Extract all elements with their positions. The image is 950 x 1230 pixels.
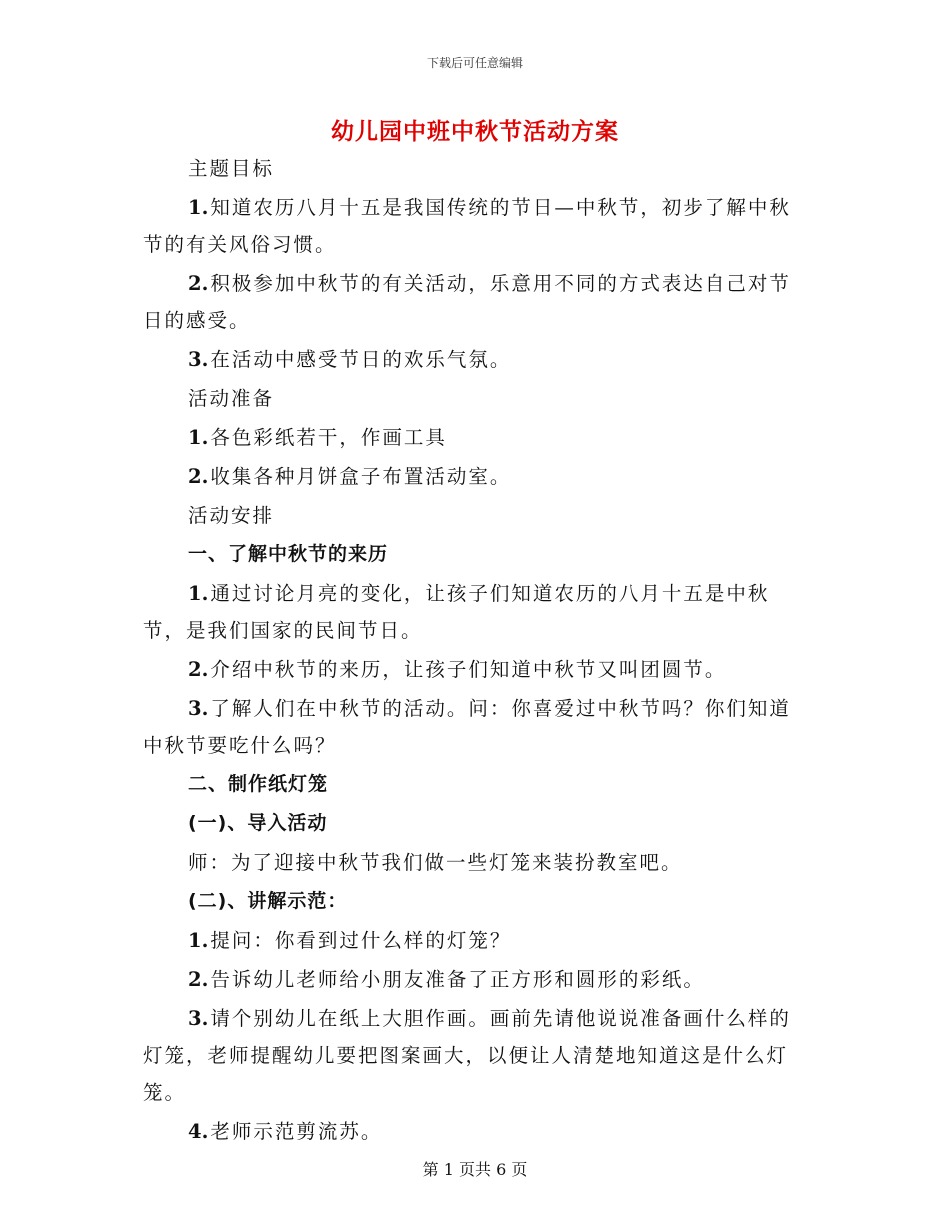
part2-item-4 bbox=[143, 1113, 803, 1150]
item-number: 3. bbox=[188, 1007, 209, 1030]
prep-item-2 bbox=[143, 458, 803, 495]
item-text: 在活动中感受节日的欢乐气氛。 bbox=[210, 348, 512, 371]
item-number: 4. bbox=[188, 1120, 209, 1143]
goal-item-3 bbox=[143, 341, 803, 378]
part2-item-1 bbox=[143, 922, 803, 959]
item-text: 请个别幼儿在纸上大胆作画。画前先请他说说准备画什么样的灯笼，老师提醒幼儿要把图案画大，以便让人清楚地知道这是什么灯笼。 bbox=[143, 1007, 791, 1104]
part1-item-3 bbox=[143, 690, 803, 764]
item-number: 2. bbox=[188, 968, 209, 991]
item-text: 知道农历八月十五是我国传统的节日—中秋节，初步了解中秋节的有关风俗习惯。 bbox=[143, 196, 791, 256]
part1-item-2 bbox=[143, 651, 803, 688]
item-number: 1. bbox=[188, 929, 209, 952]
item-number: 2. bbox=[188, 658, 209, 681]
item-number: 3. bbox=[188, 697, 209, 720]
goal-item-2 bbox=[143, 265, 803, 339]
part2-heading: 二、制作纸灯笼 bbox=[188, 773, 329, 795]
goal-item-1 bbox=[143, 189, 803, 263]
item-text: 提问：你看到过什么样的灯笼？ bbox=[210, 929, 512, 952]
document-title: 幼儿园中班中秋节活动方案 bbox=[331, 118, 619, 145]
item-text: 告诉幼儿老师给小朋友准备了正方形和圆形的彩纸。 bbox=[210, 968, 705, 991]
item-text: 老师示范剪流苏。 bbox=[210, 1120, 383, 1143]
item-text: 积极参加中秋节的有关活动，乐意用不同的方式表达自己对节日的感受。 bbox=[143, 272, 791, 332]
part2-item-2 bbox=[143, 961, 803, 998]
item-number: 3. bbox=[188, 348, 209, 371]
part1-heading: 一、了解中秋节的来历 bbox=[188, 543, 389, 565]
page-header-note: 下载后可任意编辑 bbox=[426, 56, 523, 70]
part2-subheading-2: (二)、讲解示范： bbox=[188, 890, 348, 912]
prep-heading: 活动准备 bbox=[188, 387, 275, 410]
item-text: 了解人们在中秋节的活动。问：你喜爱过中秋节吗？你们知道中秋节要吃什么吗？ bbox=[143, 697, 791, 757]
item-number: 1. bbox=[188, 196, 209, 219]
prep-item-1 bbox=[143, 419, 803, 456]
item-text: 通过讨论月亮的变化，让孩子们知道农历的八月十五是中秋节，是我们国家的民间节日。 bbox=[143, 582, 770, 642]
plan-heading: 活动安排 bbox=[188, 504, 275, 527]
item-text: 介绍中秋节的来历，让孩子们知道中秋节又叫团圆节。 bbox=[210, 658, 727, 681]
item-number: 2. bbox=[188, 272, 209, 295]
item-number: 1. bbox=[188, 426, 209, 449]
part1-item-1 bbox=[143, 575, 803, 649]
part2-sub1-text: 师：为了迎接中秋节我们做一些灯笼来装扮教室吧。 bbox=[188, 851, 683, 874]
item-text: 收集各种月饼盒子布置活动室。 bbox=[210, 465, 512, 488]
item-number: 2. bbox=[188, 465, 209, 488]
item-text: 各色彩纸若干，作画工具 bbox=[210, 426, 447, 449]
part2-subheading-1: (一)、导入活动 bbox=[188, 812, 328, 834]
document-body bbox=[143, 150, 803, 1150]
goal-heading: 主题目标 bbox=[188, 157, 275, 180]
part2-item-3 bbox=[143, 1000, 803, 1111]
page-footer: 第 1 页共 6 页 bbox=[422, 1160, 528, 1179]
item-number: 1. bbox=[188, 582, 209, 605]
